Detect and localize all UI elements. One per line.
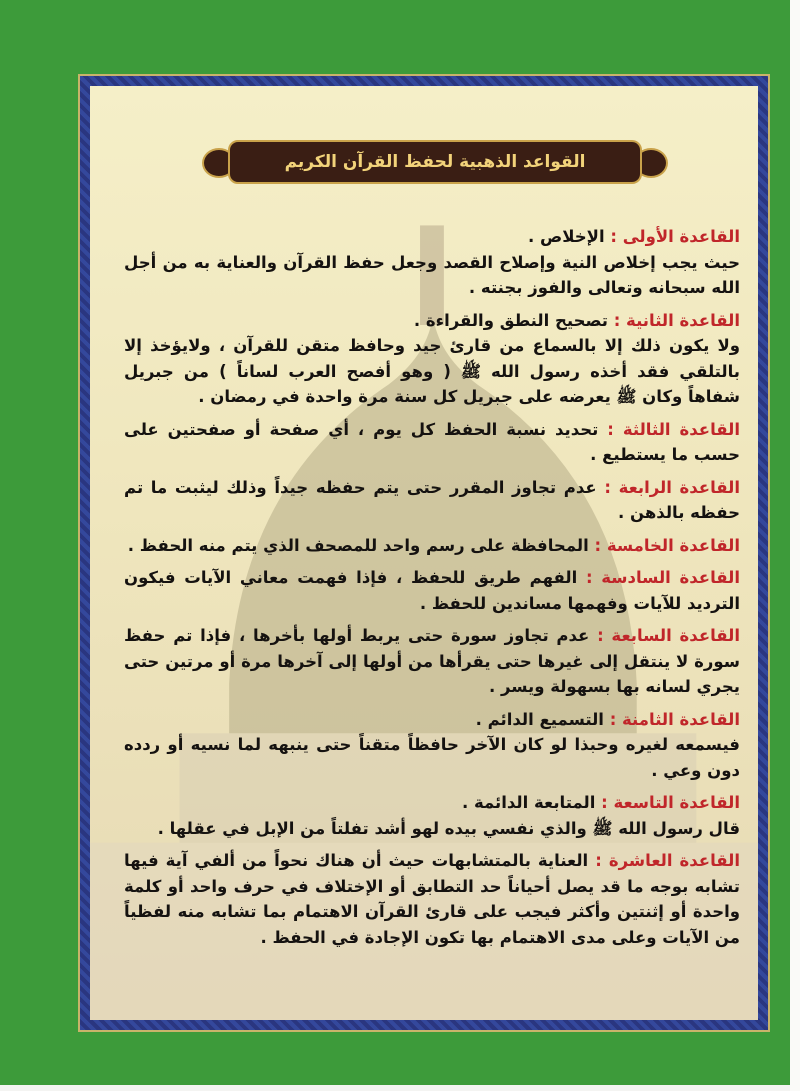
rules-list	[124, 224, 740, 957]
rule-label: القاعدة الثامنة :	[609, 709, 740, 729]
rule-9	[124, 790, 740, 841]
rule-1	[124, 224, 740, 301]
rule-title: تصحيح النطق والقراءة .	[413, 310, 608, 330]
page-edge	[790, 0, 800, 1091]
rule-label: القاعدة الثانية :	[613, 310, 740, 330]
rule-title: الإخلاص .	[528, 227, 605, 246]
rule-label: القاعدة السادسة :	[585, 568, 740, 587]
rule-text: المحافظة على رسم واحد للمصحف الذي يتم منه الحفظ .	[127, 535, 589, 555]
rule-text: عدم تجاوز سورة حتى يربط أولها بأخرها ، فإذا تم حفظ سورة لا ينتقل إلى غيرها حتى يقرأها من أولها إلى آخرها مرة أو مرتين حتى يجري لسانه بها بسهولة ويسر .	[124, 626, 740, 696]
rule-label: القاعدة السابعة :	[597, 626, 741, 645]
rule-6	[124, 565, 740, 616]
rule-text: عدم تجاوز المقرر حتى يتم حفظه جيداً وذلك ليثبت ما تم حفظه بالذهن .	[124, 477, 740, 522]
rule-3	[124, 417, 740, 468]
rule-title: المتابعة الدائمة .	[461, 793, 596, 812]
rule-text: الفهم طريق للحفظ ، فإذا فهمت معاني الآيات فيكون الترديد للآيات وفهمها مساندين للحفظ .	[124, 568, 740, 613]
rule-title: التسميع الدائم .	[475, 709, 604, 729]
rule-7	[124, 623, 740, 700]
rule-label: القاعدة الثالثة :	[607, 419, 740, 439]
title-banner	[200, 138, 670, 186]
rule-label: القاعدة الخامسة :	[594, 535, 740, 555]
rule-8	[124, 707, 740, 784]
content-panel	[90, 86, 758, 1020]
rule-2	[124, 308, 740, 410]
rule-text: تحديد نسبة الحفظ كل يوم ، أي صفحة أو صفحتين على حسب ما يستطيع .	[124, 419, 740, 464]
rule-label: القاعدة الرابعة :	[604, 477, 741, 497]
ornamental-border	[78, 74, 770, 1032]
rule-10	[124, 848, 740, 950]
rule-body: قال رسول الله ﷺ والذي نفسي بيده لهو أشد تفلتاً من الإبل في عقلها .	[157, 818, 740, 838]
rule-label: القاعدة الأولى :	[610, 227, 740, 246]
rule-body: ولا يكون ذلك إلا بالسماع من قارئ جيد وحافظ متقن للقرآن ، ولايؤخذ إلا بالتلقي فقد أخذه رسول الله ﷺ ( وهو أفصح العرب لساناً ) من جبريل شفاهاً وكان ﷺ يعرضه على جبريل كل سنة مرة واحدة في رمضان .	[124, 336, 740, 406]
rule-text: العناية بالمتشابهات حيث أن هناك نحواً من ألفي آية فيها تشابه بوجه ما قد يصل أحياناً حد التطابق أو الإختلاف في حرف واحد أو كلمة واحدة أو إثنتين وأكثر فيجب على قارئ القرآن الاهتمام بما تشابه منه لفظياً من الآيات وعلى مدى الاهتمام بها تكون الإجادة في الحفظ .	[124, 851, 740, 947]
rule-body: فيسمعه لغيره وحبذا لو كان الآخر حافظاً متقناً حتى ينبهه لما نسيه أو ردده دون وعي .	[124, 735, 740, 780]
rule-label: القاعدة العاشرة :	[595, 851, 740, 870]
page-title: القواعد الذهبية لحفظ القرآن الكريم	[284, 152, 586, 172]
rule-label: القاعدة التاسعة :	[601, 793, 740, 812]
rule-4	[124, 475, 740, 526]
rule-5	[124, 533, 740, 559]
rule-body: حيث يجب إخلاص النية وإصلاح القصد وجعل حفظ القرآن والعناية به من أجل الله سبحانه وتعالى والفوز بجنته .	[124, 252, 740, 297]
